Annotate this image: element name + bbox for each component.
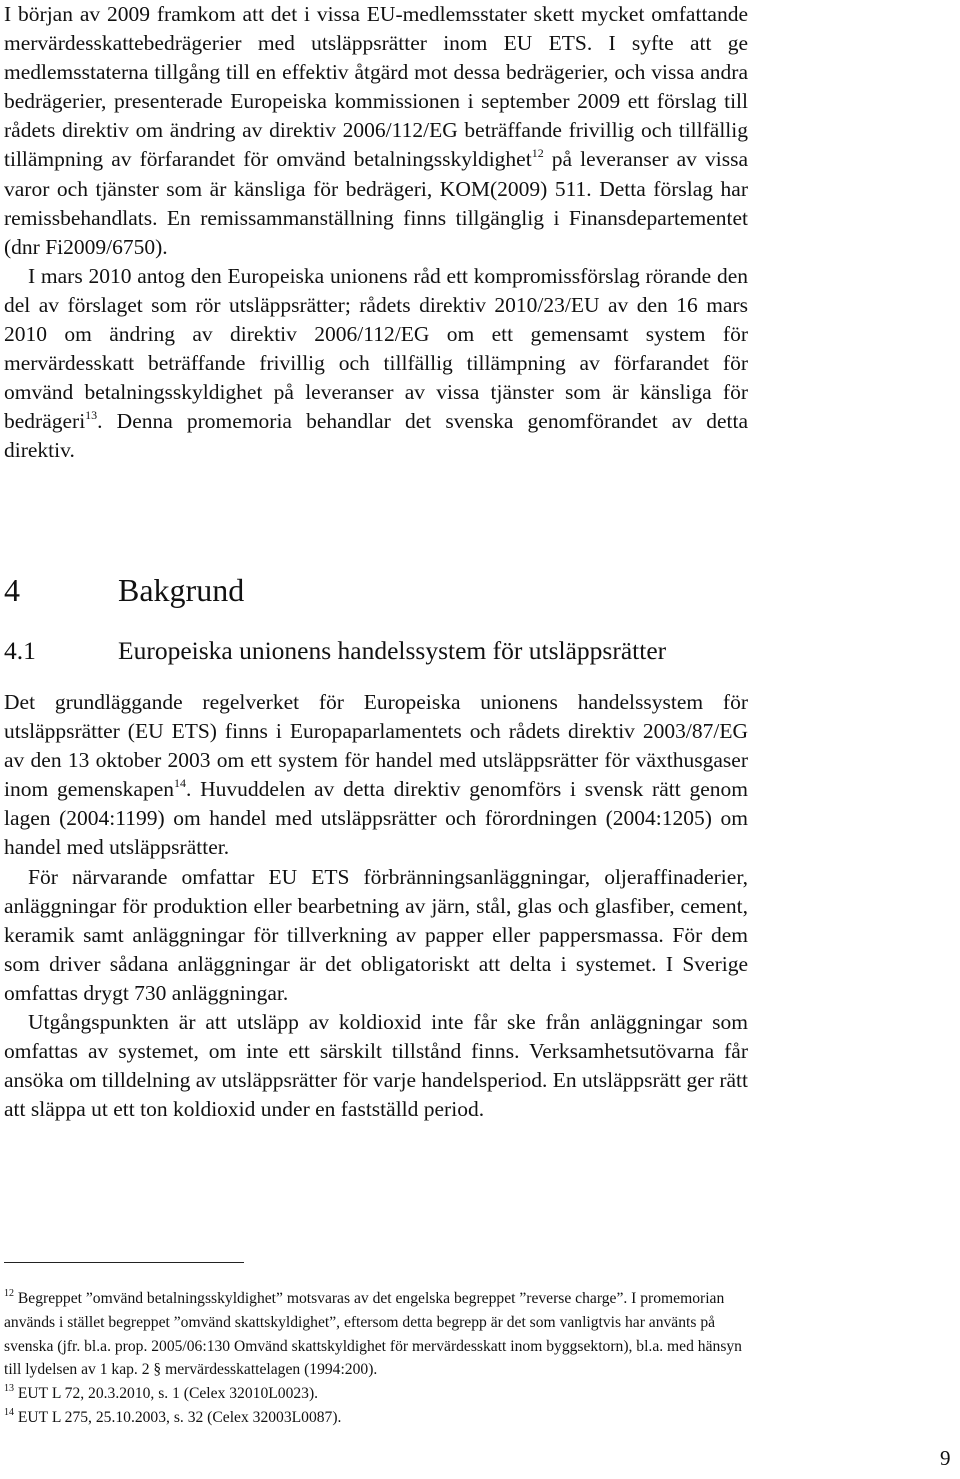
paragraph-text: I mars 2010 antog den Europeiska unionens råd ett kompromissförslag rörande den del av förslaget som rör utsläppsrätter; rådets direktiv 2010/23/EU av den 16 mars 2010 om ändring av direktiv 2006/112/EG om ett gemensamt system för mervärdesskatt beträffande frivillig och tillfällig tillämpning av förfarandet för omvänd betalningsskyldighet på leveranser av vissa tjänster som är känsliga för bedrägeri [4,263,748,434]
footnote-ref[interactable]: 13 [85,408,98,423]
footnote [4,1406,748,1430]
paragraph-text: Det grundläggande regelverket för Europeiska unionens handelssystem för utsläppsrätter (EU ETS) finns i Europaparlamentets och rådets direktiv 2003/87/EG av den 13 oktober 2003 om ett system för handel med utsläppsrätter för växthusgaser inom gemenskapen [4,690,748,802]
page-number: 9 [940,1446,951,1470]
footnote-ref[interactable]: 14 [173,776,186,791]
intro-text [4,0,748,466]
footnote [4,1382,748,1406]
section-number: 4 [4,572,20,608]
paragraph: För närvarande omfattar EU ETS förbränningsanläggningar, oljeraffinaderier, anläggningar för produktion eller bearbetning av järn, stål, glas och glasfiber, cement, keramik samt anläggningar för tillverkning av papper eller pappersmassa. För dem som driver sådana anläggningar är det obligatoriskt att delta i systemet. I Sverige omfattas drygt 730 anläggningar. [4,864,748,1005]
footnotes [4,1287,748,1430]
footnote-text: EUT L 72, 20.3.2010, s. 1 (Celex 32010L0023). [14,1385,319,1403]
paragraph-text: . Denna promemoria behandlar det svenska genomförandet av detta direktiv. [4,409,748,463]
footnote-text: EUT L 275, 25.10.2003, s. 32 (Celex 32003L0087). [14,1408,342,1426]
paragraph-text: I början av 2009 framkom att det i vissa EU-medlemsstater skett mycket omfattande mervärdesskattebedrägerier med utsläppsrätter inom EU ETS. I syfte att ge medlemsstaterna tillgång till en effektiv åtgärd mot dessa bedrägerier, och vissa andra bedrägerier, presenterade Europeiska kommissionen i september 2009 ett förslag till rådets direktiv om ändring av direktiv 2006/112/EG beträffande frivillig och tillfällig tillämpning av förfarandet för omvänd betalningsskyldighet [4,2,748,172]
footnote [4,1287,748,1382]
footnote-divider [4,1262,244,1263]
paragraph [4,262,748,466]
paragraph-text: på leveranser av vissa varor och tjänster som är känsliga för bedrägeri, KOM(2009) 511. Detta förslag har remissbehandlats. En remissammanställning finns tillgänglig i Finansdepartementet (dnr Fi2009/6750). [4,147,748,259]
footnote-ref[interactable]: 12 [531,146,544,161]
paragraph [4,0,748,262]
subsection-number: 4.1 [4,636,36,665]
section-title: Bakgrund [118,572,245,608]
footnote-number: 12 [4,1288,14,1299]
section-heading [4,568,244,612]
paragraph-text: . Huvuddelen av detta direktiv genomförs i svensk rätt genom lagen (2004:1199) om handel med utsläppsrätter och förordningen (2004:1205) om handel med utsläppsrätter. [4,777,748,860]
footnote-number: 13 [4,1383,14,1395]
subsection-title: Europeiska unionens handelssystem för utsläppsrätter [118,636,667,665]
subsection-heading [4,632,666,670]
paragraph: Utgångspunkten är att utsläpp av koldioxid inte får ske från anläggningar som omfattas av systemet, om inte ett särskilt tillstånd finns. Verksamhetsutövarna får ansöka om tilldelning av utsläppsrätter för varje handelsperiod. En utsläppsrätt ger rätt att släppa ut ett ton koldioxid under en fastställd period. [4,1010,748,1122]
footnote-text: Begreppet ”omvänd betalningsskyldighet” motsvaras av det engelska begreppet ”reverse charge”. I promemorian används i stället begreppet ”omvänd skattskyldighet”, eftersom detta begrepp är det som vanligtvis har använts på svenska (jfr. bl.a. prop. 2005/06:130 Omvänd skattskyldighet för mervärdesskatt inom byggsektorn), bl.a. med hänsyn till lydelsen av 1 kap. 2 § mervärdesskattelagen (1994:200). [4,1290,742,1379]
footnote-number: 14 [4,1406,14,1418]
paragraph [4,688,748,863]
section-text [4,688,748,1124]
